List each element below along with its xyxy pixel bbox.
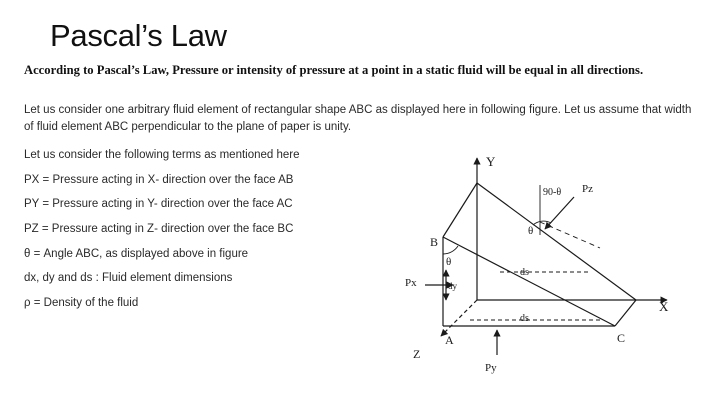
theta-arc-left (443, 246, 458, 254)
term-px: PX = Pressure acting in X- direction over the face AB (24, 173, 294, 186)
ds-bottom-label: ds (520, 313, 529, 324)
pz-label: Pz (582, 183, 593, 195)
law-statement: According to Pascal’s Law, Pressure or intensity of pressure at a point in a static fluid will be equal in all directions. (24, 63, 644, 77)
term-py: PY = Pressure acting in Y- direction over the face AC (24, 198, 293, 211)
angle-90-minus-theta-label: 90-θ (543, 187, 562, 198)
point-c-label: C (617, 331, 626, 345)
px-label: Px (405, 277, 417, 289)
face-bc (443, 237, 615, 326)
pz-arrow (545, 197, 574, 229)
term-density: ρ = Density of the fluid (24, 297, 139, 310)
theta-left-label: θ (446, 256, 452, 268)
normal-dashed-line (540, 222, 600, 248)
ds-top-label: ds (520, 267, 529, 278)
z-axis (441, 300, 477, 336)
dy-label: dy (448, 281, 457, 291)
term-theta: θ = Angle ABC, as displayed above in figure (24, 247, 249, 260)
point-a-label: A (445, 333, 454, 347)
y-axis-label: Y (486, 154, 496, 169)
x-axis-label: X (659, 299, 669, 314)
term-pz: PZ = Pressure acting in Z- direction over the face BC (24, 223, 294, 236)
depth-edge-b (443, 183, 477, 237)
description-paragraph: Let us consider one arbitrary fluid element of rectangular shape ABC as displayed here in following figure. Let us assume that width of fluid element ABC perpendicular to the plane of paper is unity. (24, 104, 692, 133)
depth-edge-c (615, 300, 636, 326)
term-dimensions: dx, dy and ds : Fluid element dimensions (24, 272, 233, 285)
back-hypotenuse (477, 183, 636, 300)
py-label: Py (485, 362, 497, 374)
theta-top-label: θ (528, 225, 534, 237)
point-b-label: B (430, 235, 439, 249)
z-axis-label: Z (413, 347, 421, 361)
slide-title: Pascal’s Law (50, 18, 227, 53)
terms-intro: Let us consider the following terms as mentioned here (24, 149, 300, 161)
